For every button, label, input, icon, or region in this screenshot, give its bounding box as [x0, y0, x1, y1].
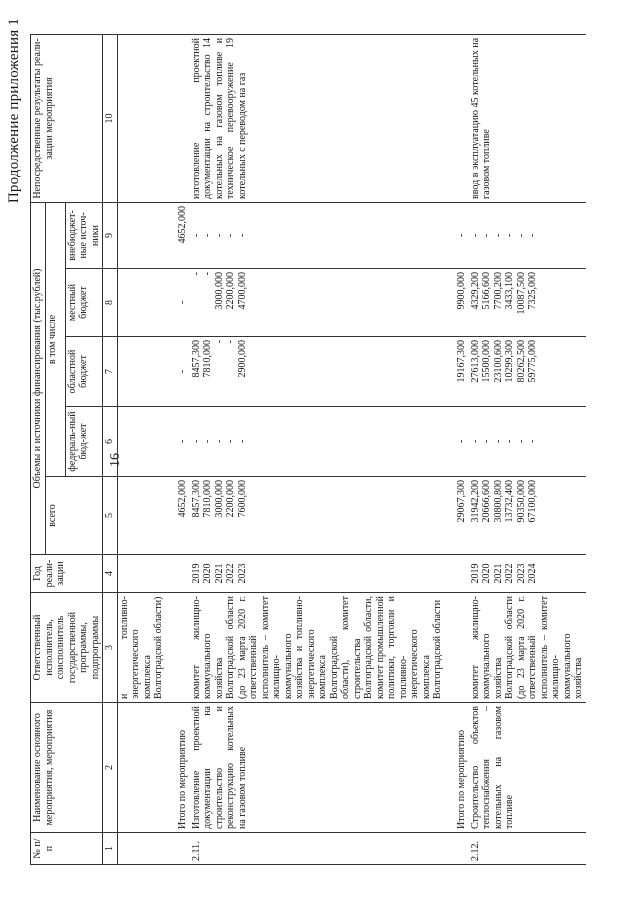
- total-federal: -: [445, 407, 469, 477]
- year-value: 2020: [481, 563, 492, 584]
- local-value: 3433,100: [504, 272, 515, 310]
- total-label: Итого по мероприятию: [166, 703, 190, 833]
- total-label: Итого по мероприятию: [445, 703, 469, 833]
- measure-result: изготовление проектной документации на строительство 14 котельных на газовом топливе и техническое перевооружение 19 котельных с переводом на газ: [190, 34, 445, 202]
- measure-totals: [190, 477, 445, 555]
- regional-value: 2900,000: [236, 340, 248, 378]
- header-row-1: [31, 34, 46, 864]
- total-value: 8457,300: [190, 480, 202, 518]
- total-local: 9900,000: [445, 269, 469, 337]
- local-value: 2200,000: [225, 272, 236, 310]
- total-value: 3000,000: [213, 480, 225, 518]
- total-sum: 4652,000: [166, 477, 190, 555]
- column-number: 6: [103, 407, 118, 477]
- year-value: 2022: [504, 563, 515, 584]
- measure-federal: [190, 407, 445, 477]
- header-name: Наименование основного мероприятия, мероприятия: [31, 703, 103, 833]
- total-value: 67100,000: [527, 480, 538, 523]
- year-value: 2019: [469, 563, 481, 584]
- column-number: 9: [103, 202, 118, 268]
- measure-years: [469, 555, 586, 593]
- total-federal: -: [166, 407, 190, 477]
- column-number: 7: [103, 337, 118, 407]
- column-number: 10: [103, 34, 118, 202]
- total-value: 30800,800: [492, 480, 504, 523]
- measure-row-2-12: [469, 34, 586, 864]
- total-value: 90350,000: [515, 480, 527, 523]
- regional-value: 7810,000: [202, 340, 213, 378]
- total-value: 13732,400: [504, 480, 515, 523]
- total-value: 2200,000: [225, 480, 236, 518]
- extrabudget-value: -: [202, 233, 213, 238]
- federal-value: -: [515, 439, 527, 444]
- federal-value: -: [236, 439, 248, 444]
- measure-result: ввод в эксплуатацию 45 котельных на газовом топливе: [469, 34, 586, 202]
- measure-number: 2.11.: [190, 833, 445, 865]
- column-number: 1: [103, 833, 118, 865]
- year-value: 2023: [515, 563, 527, 584]
- regional-value: 8457,300: [190, 340, 202, 378]
- year-value: 2020: [202, 563, 213, 584]
- measure-years: [190, 555, 445, 593]
- year-value: 2022: [225, 563, 236, 584]
- regional-value: 80262,500: [515, 340, 527, 383]
- regional-value: 27613,000: [469, 340, 481, 383]
- measure-local: [190, 269, 445, 337]
- total-extrabudget: -: [445, 202, 469, 268]
- header-no: № п/п: [31, 833, 103, 865]
- measure-regional: [469, 337, 586, 407]
- measure-local: [469, 269, 586, 337]
- measure-responsible: комитет жилищно-коммунального хозяйства Волгоградской области (до 23 марта 2020 г. ответственный исполнитель – комитет жилищно-коммунального хозяйства и топливно-энергетического комплекса Волгоградской области), комитет строительства Волгоградской области, комитет промышленной политики, торговли и топливно-энергетического комплекса Волгоградской области: [190, 593, 445, 703]
- extrabudget-value: -: [469, 233, 481, 238]
- total-value: 20666,600: [481, 480, 492, 523]
- federal-value: -: [190, 439, 202, 444]
- regional-value: 59775,000: [527, 340, 538, 383]
- column-number: 5: [103, 477, 118, 555]
- header-responsible: Ответственный исполнитель, соисполнитель государственной программы, подпрограммы: [31, 593, 103, 703]
- local-value: -: [190, 272, 202, 276]
- total-regional: 19167,300: [445, 337, 469, 407]
- column-number: 3: [103, 593, 118, 703]
- carryover-row: [117, 34, 166, 864]
- header-year: Год реали-зации: [31, 555, 103, 593]
- measure-responsible: комитет жилищно-коммунального хозяйства Волгоградской области (до 23 марта 2020 г. ответственный исполнитель – комитет жилищно-коммунального хозяйства: [469, 593, 586, 703]
- extrabudget-value: -: [236, 233, 248, 238]
- header-results: Непосредственные результаты реали-зации мероприятия: [31, 34, 103, 202]
- column-number-row: [103, 34, 118, 864]
- total-row: [445, 34, 469, 864]
- local-value: 4700,000: [236, 272, 248, 310]
- header-including: в том числе: [45, 202, 65, 476]
- total-local: -: [166, 269, 190, 337]
- federal-value: -: [202, 439, 213, 444]
- local-value: 7700,200: [492, 272, 504, 310]
- header-federal: федераль-ный бюд-жет: [65, 407, 103, 477]
- measure-name: Изготовление проектной документации на строительство и реконструкцию котельных на газовом топливе: [190, 703, 445, 833]
- total-value: 7810,000: [202, 480, 213, 518]
- local-value: 3000,000: [213, 272, 225, 310]
- measure-row-2-11: [190, 34, 445, 864]
- local-value: 7325,000: [527, 272, 538, 310]
- extrabudget-value: -: [190, 233, 202, 238]
- measure-extrabudget: [190, 202, 445, 268]
- local-value: 5166,600: [481, 272, 492, 310]
- total-regional: -: [166, 337, 190, 407]
- measure-name: Строительство объектов теплоснабжения – котельных на газовом топливе: [469, 703, 586, 833]
- year-value: 2021: [213, 563, 225, 584]
- measure-regional: [190, 337, 445, 407]
- header-local: местный бюджет: [65, 269, 103, 337]
- header-total: всего: [45, 477, 103, 555]
- extrabudget-value: -: [527, 233, 538, 238]
- regional-value: 15500,000: [481, 340, 492, 383]
- extrabudget-value: -: [213, 233, 225, 238]
- local-value: 10087,500: [515, 272, 527, 315]
- regional-value: 10299,300: [504, 340, 515, 383]
- measure-federal: [469, 407, 586, 477]
- federal-value: -: [527, 439, 538, 444]
- total-row: [166, 34, 190, 864]
- federal-value: -: [213, 439, 225, 444]
- year-value: 2024: [527, 563, 538, 584]
- federal-value: -: [469, 439, 481, 444]
- total-value: 31942,200: [469, 480, 481, 523]
- column-number: 2: [103, 703, 118, 833]
- regional-value: -: [213, 340, 225, 344]
- column-number: 8: [103, 269, 118, 337]
- extrabudget-value: -: [515, 233, 527, 238]
- total-extrabudget: 4652,000: [166, 202, 190, 268]
- extrabudget-value: -: [481, 233, 492, 238]
- local-value: 4329,200: [469, 272, 481, 310]
- federal-value: -: [492, 439, 504, 444]
- regional-value: -: [225, 340, 236, 344]
- total-sum: 29067,300: [445, 477, 469, 555]
- local-value: -: [202, 272, 213, 276]
- year-value: 2019: [190, 563, 202, 584]
- header-extrabudget: внебюджет-ные источ-ники: [65, 202, 103, 268]
- federal-value: -: [481, 439, 492, 444]
- page-number: 16: [108, 453, 123, 467]
- extrabudget-value: -: [225, 233, 236, 238]
- program-table: [30, 34, 586, 865]
- continuation-title: Продолжение приложения 1: [6, 18, 22, 204]
- federal-value: -: [504, 439, 515, 444]
- regional-value: 23100,600: [492, 340, 504, 383]
- extrabudget-value: -: [504, 233, 515, 238]
- measure-number: 2.12.: [469, 833, 586, 865]
- measure-totals: [469, 477, 586, 555]
- year-value: 2023: [236, 563, 248, 584]
- header-regional: областной бюджет: [65, 337, 103, 407]
- column-number: 4: [103, 555, 118, 593]
- measure-extrabudget: [469, 202, 586, 268]
- extrabudget-value: -: [492, 233, 504, 238]
- year-value: 2021: [492, 563, 504, 584]
- carryover-text: и топливно-энергетического комплекса Волгоградской области): [117, 593, 166, 703]
- header-funding-group: Объемы и источники финансирования (тыс.рублей): [31, 202, 46, 554]
- federal-value: -: [225, 439, 236, 444]
- total-value: 7600,000: [236, 480, 248, 518]
